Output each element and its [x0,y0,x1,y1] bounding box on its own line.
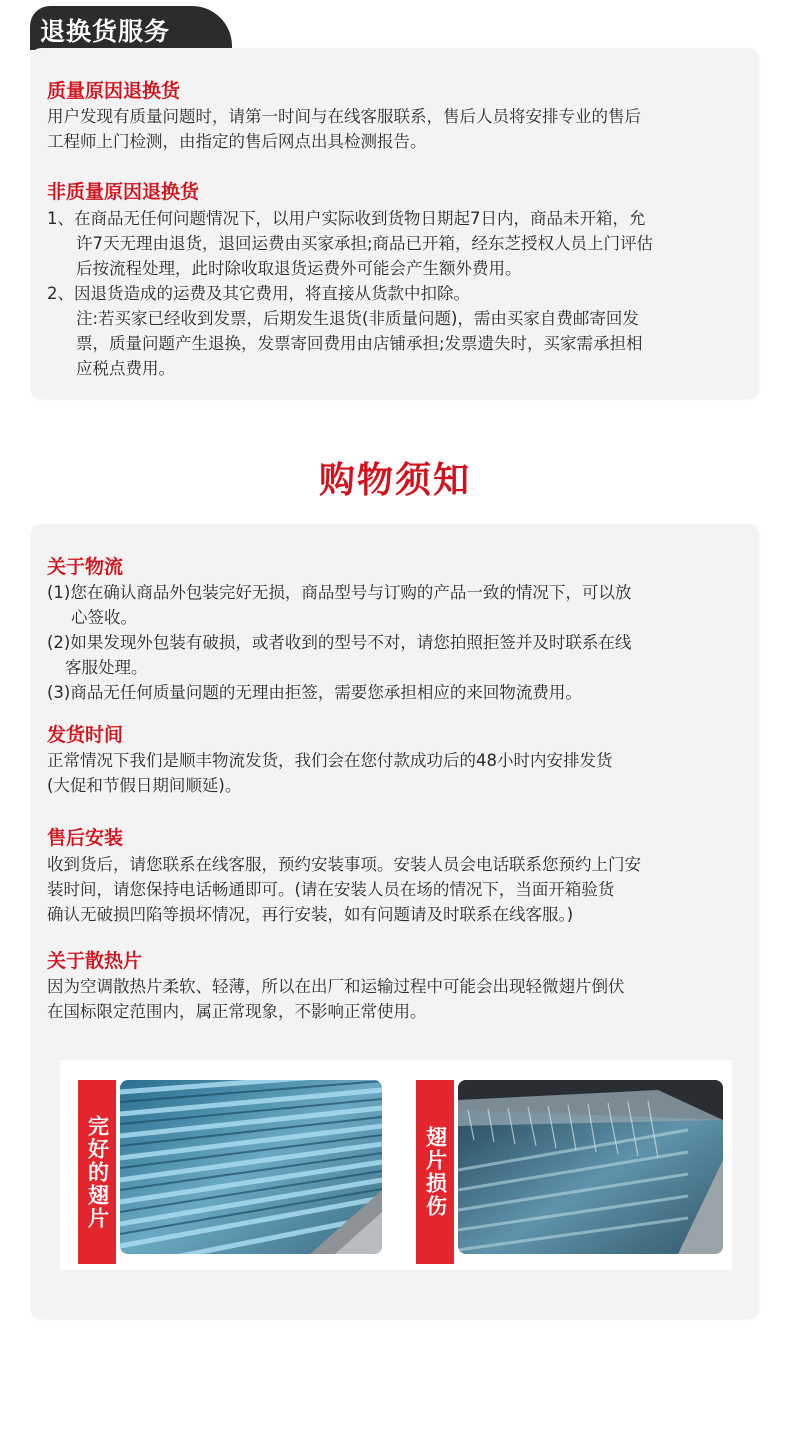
text-line: (3)商品无任何质量问题的无理由拒签，需要您承担相应的来回物流费用。 [47,683,582,702]
good-fin-label [78,1080,116,1264]
text-line: (1)您在确认商品外包装完好无损，商品型号与订购的产品一致的情况下，可以放 [47,583,632,602]
text-line: 许7天无理由退货，退回运费由买家承担;商品已开箱，经东芝授权人员上门评估 [76,234,654,253]
text-line: 1、在商品无任何问题情况下，以用户实际收到货物日期起7日内，商品未开箱，允 [47,209,646,228]
good-fin-photo [120,1080,382,1254]
shopping-notice-title: 购物须知 [318,460,471,501]
logistics-text [47,580,747,705]
damaged-fin-label-text: 翅片损伤 [423,1126,448,1218]
non-quality-return-text [47,206,747,381]
text-line: (大促和节假日期间顺延)。 [47,776,242,795]
good-fin-illustration [120,1080,382,1254]
text-line: 2、因退货造成的运费及其它费用，将直接从货款中扣除。 [47,284,470,303]
text-line: 确认无破损凹陷等损坏情况，再行安装，如有问题请及时联系在线客服。) [47,905,574,924]
text-line: 后按流程处理，此时除收取退货运费外可能会产生额外费用。 [76,259,522,278]
text-line: 工程师上门检测，由指定的售后网点出具检测报告。 [47,132,427,151]
quality-return-text [47,104,747,154]
non-quality-return-title: 非质量原因退换货 [47,181,200,203]
install-text [47,852,747,927]
text-line: 装时间，请您保持电话畅通即可。(请在安装人员在场的情况下，当面开箱验货 [47,880,615,899]
header-tab-label: 退换货服务 [40,17,171,46]
fins-title: 关于散热片 [47,950,143,972]
install-title: 售后安装 [47,827,124,849]
text-line: 正常情况下我们是顺丰物流发货，我们会在您付款成功后的48小时内安排发货 [47,751,613,770]
fin-comparison-panel [60,1060,732,1270]
text-line: 因为空调散热片柔软、轻薄，所以在出厂和运输过程中可能会出现轻微翅片倒伏 [47,977,625,996]
header-tab [30,6,232,50]
text-line: 用户发现有质量问题时，请第一时间与在线客服联系，售后人员将安排专业的售后 [47,107,641,126]
text-line: 心签收。 [71,608,137,627]
text-line: 在国标限定范围内，属正常现象，不影响正常使用。 [47,1002,427,1021]
text-line: 应税点费用。 [76,359,175,378]
notice-card [31,524,759,1318]
damaged-fin-label [416,1080,454,1264]
text-line: 票，质量问题产生退换，发票寄回费用由店铺承担;发票遗失时，买家需承担相 [76,334,643,353]
shipping-text [47,748,747,798]
text-line: 注:若买家已经收到发票，后期发生退货(非质量问题)，需由买家自费邮寄回发 [76,309,639,328]
logistics-title: 关于物流 [47,556,124,578]
quality-return-title: 质量原因退换货 [47,80,181,102]
fins-text [47,974,747,1024]
damaged-fin-illustration [458,1080,723,1254]
text-line: 客服处理。 [65,658,148,677]
text-line: (2)如果发现外包装有破损，或者收到的型号不对，请您拍照拒签并及时联系在线 [47,633,632,652]
text-line: 收到货后，请您联系在线客服，预约安装事项。安装人员会电话联系您预约上门安 [47,855,641,874]
good-fin-label-text: 完好的翅片 [85,1114,110,1230]
returns-card [31,48,759,398]
damaged-fin-photo [458,1080,723,1254]
shipping-title: 发货时间 [47,724,124,746]
